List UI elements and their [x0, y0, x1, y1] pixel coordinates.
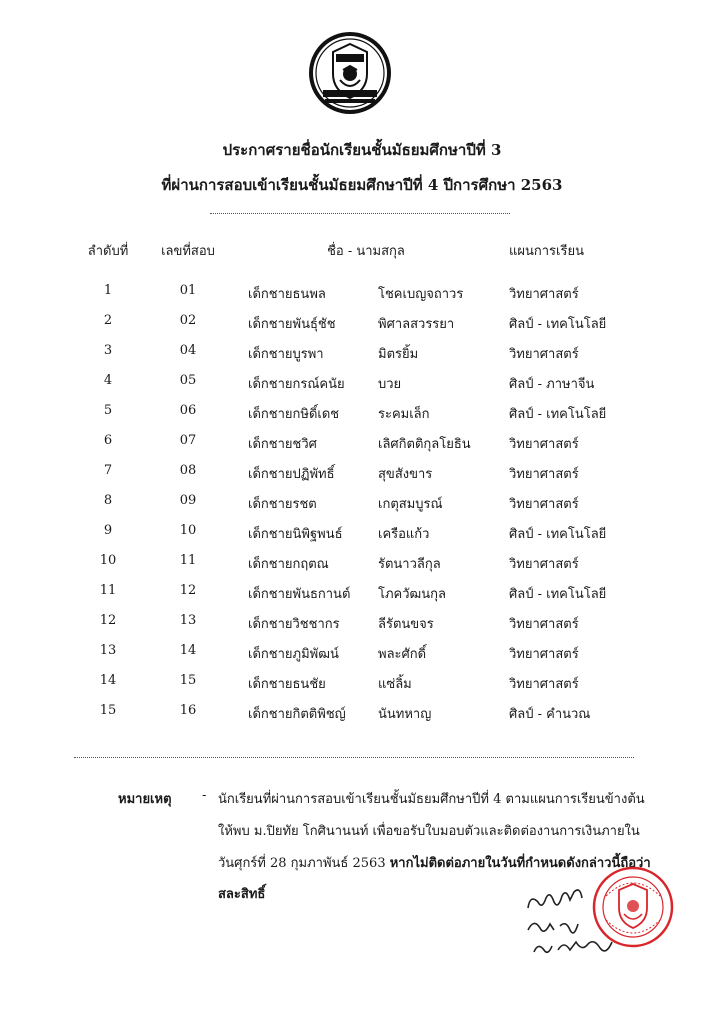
school-seal-icon	[307, 30, 393, 116]
row-plan: วิทยาศาสตร์	[509, 677, 579, 692]
note-line-3-regular: วันศุกร์ที่ 28 กุมภาพันธ์ 2563	[218, 856, 390, 871]
row-plan: วิทยาศาสตร์	[509, 497, 579, 512]
row-surname: มิตรยิ้ม	[378, 347, 419, 362]
table-row	[0, 613, 724, 635]
row-name: เด็กชายพันธุ์ชัช	[248, 317, 336, 332]
page-title-line2: ที่ผ่านการสอบเข้าเรียนชั้นมัธยมศึกษาปีที่ 4 ปีการศึกษา 2563	[161, 176, 563, 194]
row-plan: ศิลป์ - เทคโนโลยี	[509, 527, 607, 542]
row-plan: ศิลป์ - เทคโนโลยี	[509, 587, 607, 602]
row-surname: พละศักดิ์	[378, 647, 427, 662]
row-surname: ลีรัตนขจร	[378, 617, 434, 632]
row-name: เด็กชายรชต	[248, 497, 317, 512]
table-row	[0, 373, 724, 395]
row-name: เด็กชายธนชัย	[248, 677, 326, 692]
note-line-2: ให้พบ ม.ปิยทัย โกศินานนท์ เพื่อขอรับใบมอบตัวและติดต่องานการเงินภายใน	[218, 824, 640, 839]
row-surname: โภควัฒนกุล	[378, 587, 447, 602]
row-name: เด็กชายปฏิพัทธิ์	[248, 467, 335, 482]
note-line-3-bold: หากไม่ติดต่อภายในวันที่กำหนดดังกล่าวนี้ถือว่า	[389, 856, 651, 871]
table-row	[0, 643, 724, 665]
note-line-1: นักเรียนที่ผ่านการสอบเข้าเรียนชั้นมัธยมศึกษาปีที่ 4 ตามแผนการเรียนข้างต้น	[218, 792, 645, 807]
row-exam-no: 05	[179, 373, 197, 388]
row-exam-no: 06	[179, 403, 197, 418]
row-order: 8	[103, 493, 113, 508]
row-exam-no: 04	[179, 343, 197, 358]
header-exam-no: เลขที่สอบ	[161, 244, 215, 259]
row-surname: บวย	[378, 377, 402, 392]
row-exam-no: 02	[179, 313, 197, 328]
row-exam-no: 09	[179, 493, 197, 508]
row-surname: เลิศกิตติกุลโยธิน	[378, 437, 471, 452]
row-surname: นันทหาญ	[378, 707, 432, 722]
row-plan: วิทยาศาสตร์	[509, 287, 579, 302]
note-line-3	[218, 852, 651, 873]
row-exam-no: 11	[179, 553, 197, 568]
school-stamp-icon	[592, 866, 674, 948]
table-row	[0, 583, 724, 605]
row-exam-no: 12	[179, 583, 197, 598]
row-name: เด็กชายชวิศ	[248, 437, 317, 452]
note-label: หมายเหตุ	[118, 792, 172, 807]
row-name: เด็กชายกษิดิ์เดช	[248, 407, 340, 422]
table-row	[0, 493, 724, 515]
row-exam-no: 16	[179, 703, 197, 718]
row-plan: ศิลป์ - คำนวณ	[509, 707, 591, 722]
row-surname: รัตนาวลีกุล	[378, 557, 441, 572]
note-bullet: -	[202, 788, 207, 803]
row-plan: วิทยาศาสตร์	[509, 617, 579, 632]
row-exam-no: 10	[179, 523, 197, 538]
row-plan: วิทยาศาสตร์	[509, 437, 579, 452]
row-exam-no: 13	[179, 613, 197, 628]
row-order: 13	[99, 643, 117, 658]
row-order: 4	[103, 373, 113, 388]
row-plan: วิทยาศาสตร์	[509, 467, 579, 482]
row-surname: เกตุสมบูรณ์	[378, 497, 443, 512]
row-name: เด็กชายกฤตณ	[248, 557, 329, 572]
table-row	[0, 403, 724, 425]
table-row	[0, 673, 724, 695]
row-name: เด็กชายวิชชากร	[248, 617, 340, 632]
table-row	[0, 283, 724, 305]
row-name: เด็กชายบูรพา	[248, 347, 324, 362]
row-plan: วิทยาศาสตร์	[509, 557, 579, 572]
row-surname: แซ่ลิ้ม	[378, 677, 412, 692]
row-order: 12	[99, 613, 117, 628]
title-divider	[210, 213, 510, 214]
row-order: 6	[103, 433, 113, 448]
row-order: 3	[103, 343, 113, 358]
row-surname: ระคมเล็ก	[378, 407, 430, 422]
row-order: 10	[99, 553, 117, 568]
row-order: 14	[99, 673, 117, 688]
row-exam-no: 15	[179, 673, 197, 688]
row-order: 1	[103, 283, 113, 298]
row-name: เด็กชายนิพิฐพนธ์	[248, 527, 343, 542]
header-plan: แผนการเรียน	[509, 244, 584, 259]
row-surname: สุขสังขาร	[378, 467, 433, 482]
row-order: 2	[103, 313, 113, 328]
row-order: 11	[99, 583, 117, 598]
row-name: เด็กชายพันธกานต์	[248, 587, 351, 602]
row-name: เด็กชายภูมิพัฒน์	[248, 647, 339, 662]
row-surname: เครือแก้ว	[378, 527, 430, 542]
row-name: เด็กชายธนพล	[248, 287, 326, 302]
row-plan: ศิลป์ - เทคโนโลยี	[509, 317, 607, 332]
row-exam-no: 01	[179, 283, 197, 298]
table-row	[0, 703, 724, 725]
row-plan: ศิลป์ - ภาษาจีน	[509, 377, 595, 392]
row-order: 7	[103, 463, 113, 478]
row-plan: วิทยาศาสตร์	[509, 347, 579, 362]
table-divider	[74, 757, 634, 758]
row-exam-no: 07	[179, 433, 197, 448]
table-row	[0, 313, 724, 335]
row-surname: พิศาลสวรรยา	[378, 317, 455, 332]
row-order: 9	[103, 523, 113, 538]
note-line-4: สละสิทธิ์	[218, 887, 266, 902]
row-surname: โชคเบญจถาวร	[378, 287, 464, 302]
row-order: 5	[103, 403, 113, 418]
row-exam-no: 14	[179, 643, 197, 658]
row-plan: ศิลป์ - เทคโนโลยี	[509, 407, 607, 422]
row-exam-no: 08	[179, 463, 197, 478]
row-plan: วิทยาศาสตร์	[509, 647, 579, 662]
table-row	[0, 463, 724, 485]
header-name: ชื่อ - นามสกุล	[327, 244, 405, 259]
row-name: เด็กชายกิตติพิชญ์	[248, 707, 346, 722]
table-row	[0, 433, 724, 455]
row-name: เด็กชายกรณ์คนัย	[248, 377, 345, 392]
table-row	[0, 523, 724, 545]
table-row	[0, 343, 724, 365]
page-title-line1: ประกาศรายชื่อนักเรียนชั้นมัธยมศึกษาปีที่ 3	[222, 141, 502, 159]
header-order: ลำดับที่	[87, 244, 129, 259]
row-order: 15	[99, 703, 117, 718]
table-row	[0, 553, 724, 575]
